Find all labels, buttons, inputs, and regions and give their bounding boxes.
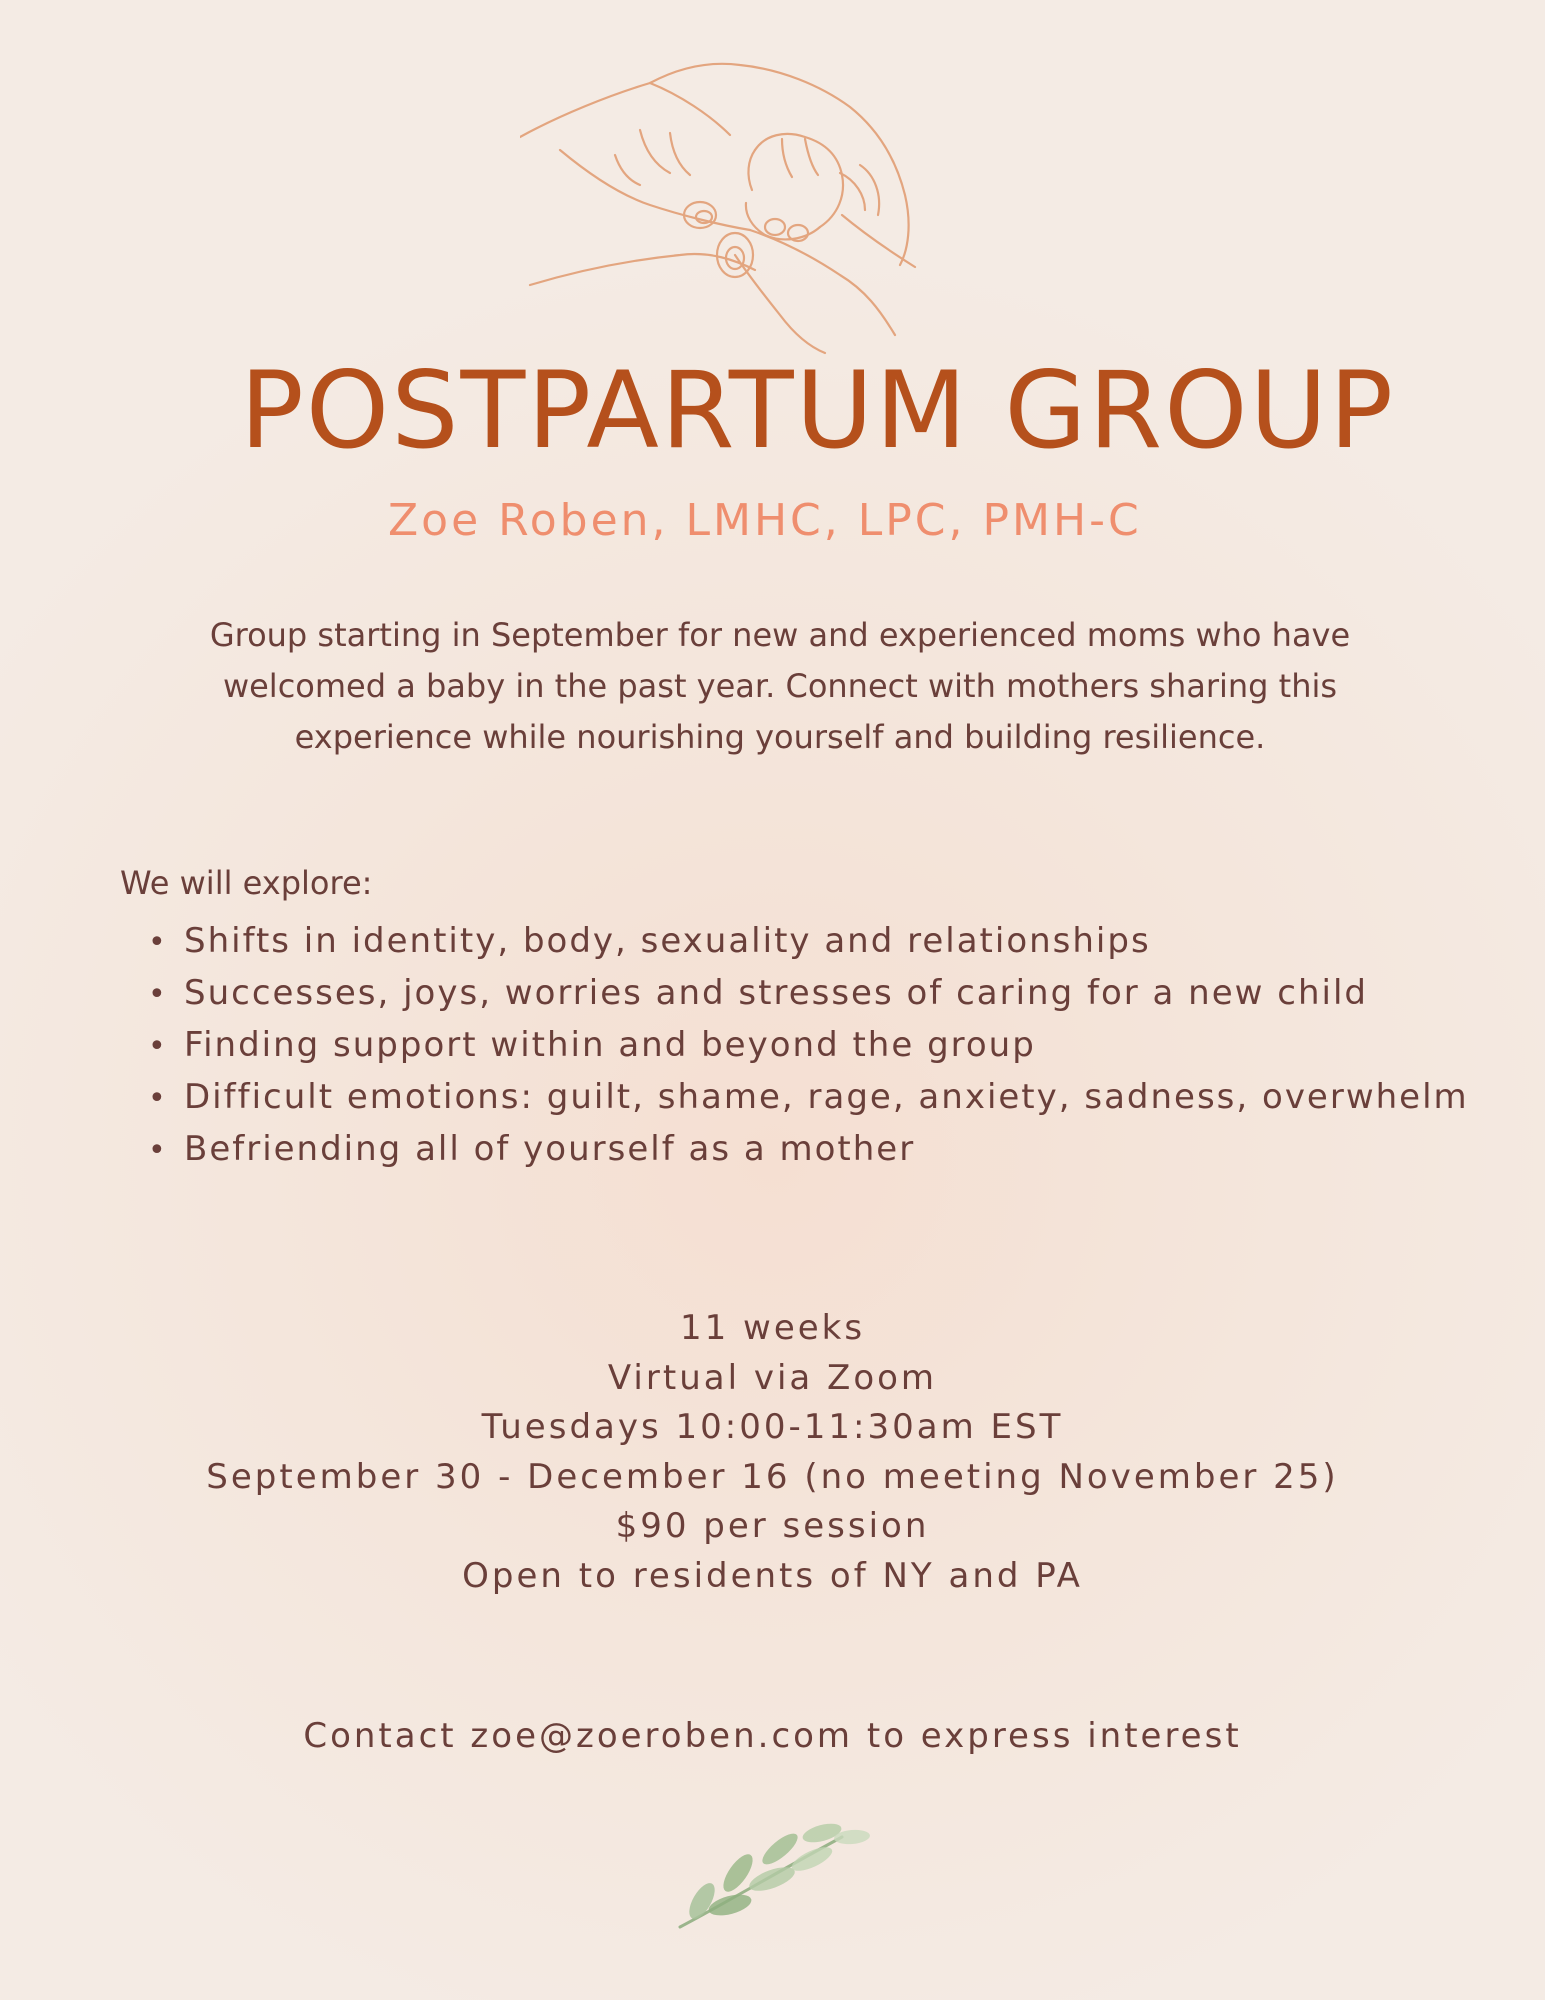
detail-location: Virtual via Zoom [607,1357,938,1398]
detail-eligibility: Open to residents of NY and PA [462,1555,1083,1596]
contact-line: Contact zoe@zoeroben.com to express interest [303,1716,1242,1756]
leaf-sprig-icon [672,1815,872,1935]
list-item: • Finding support within and beyond the group [148,1020,1469,1072]
list-item: • Successes, joys, worries and stresses of caring for a new child [148,968,1469,1020]
intro-paragraph [150,610,1410,763]
detail-dates: September 30 - December 16 (no meeting November 25) [206,1456,1339,1497]
group-details [0,1304,1545,1601]
detail-duration: 11 weeks [679,1308,866,1348]
page-title: POSTPARTUM GROUP [239,349,1396,472]
hands-holding-baby-hand-icon [520,55,1000,355]
explore-list [148,916,1469,1176]
facilitator-credentials: Zoe Roben, LMHC, LPC, PMH-C [388,495,1142,546]
intro-line: welcomed a baby in the past year. Connect with mothers sharing this [222,667,1338,705]
detail-price: $90 per session [615,1506,930,1546]
detail-schedule: Tuesdays 10:00-11:30am EST [481,1407,1064,1447]
list-item: • Befriending all of yourself as a mother [148,1124,1469,1176]
intro-line: Group starting in September for new and experienced moms who have [209,616,1351,654]
intro-line: experience while nourishing yourself and building resilience. [294,718,1266,756]
list-item: • Shifts in identity, body, sexuality and relationships [148,916,1469,968]
explore-heading: We will explore: [120,864,373,902]
list-item: • Difficult emotions: guilt, shame, rage, anxiety, sadness, overwhelm [148,1072,1469,1124]
